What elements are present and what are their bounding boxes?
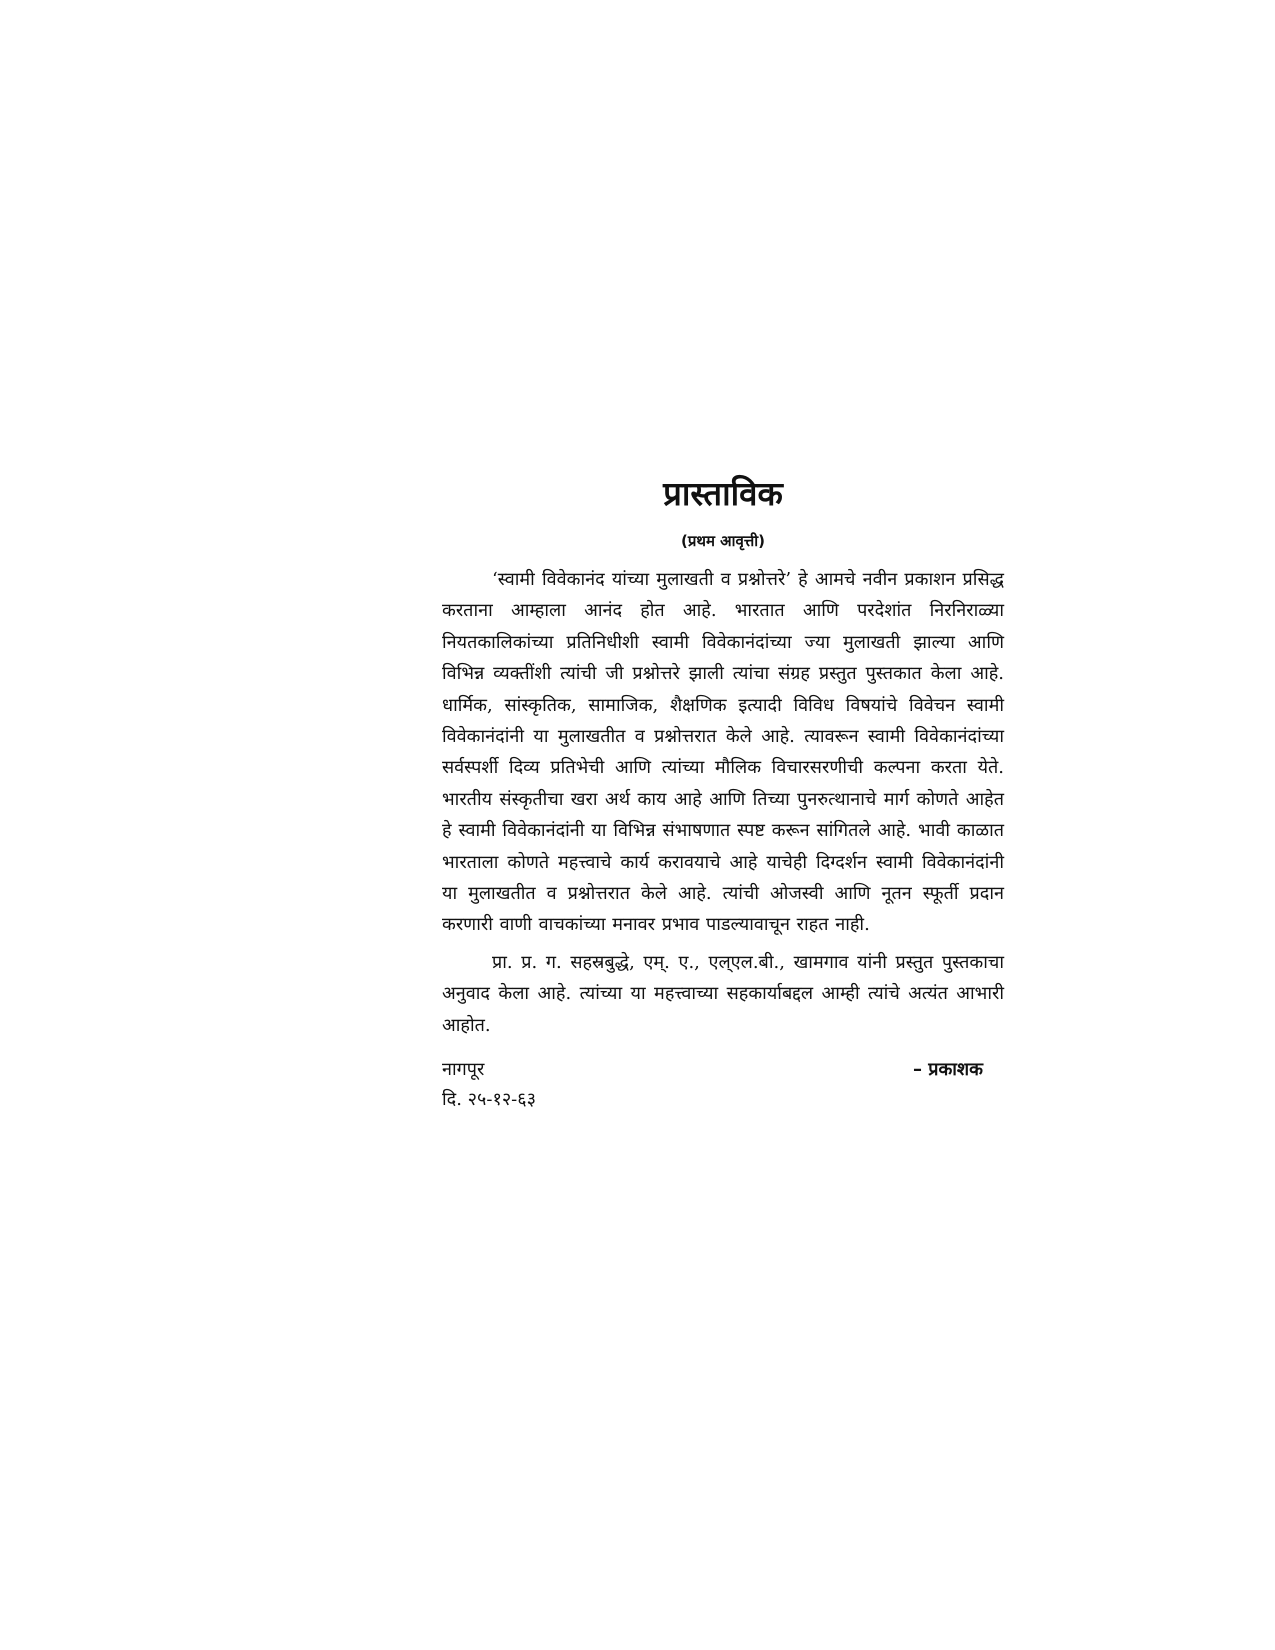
preface-footer xyxy=(442,1055,1004,1121)
preface-page xyxy=(442,472,1004,1121)
publisher-signature: – प्रकाशक xyxy=(912,1059,983,1081)
place-name: नागपूर xyxy=(442,1059,485,1081)
body-paragraph-2: प्रा. प्र. ग. सहस्रबुद्धे, एम्. ए., एल्एल.बी., खामगाव यांनी प्रस्तुत पुस्तकाचा अनुवाद केला आहे. त्यांच्या या महत्त्वाच्या सहकार्याबद्दल आम्ही त्यांचे अत्यंत आभारी आहोत. xyxy=(442,951,1004,1036)
page-title: प्रास्ताविक xyxy=(663,474,783,513)
edition-subtitle: (प्रथम आवृत्ती) xyxy=(681,532,765,550)
body-paragraph-1: ‘स्वामी विवेकानंद यांच्या मुलाखती व प्रश्नोत्तरे’ हे आमचे नवीन प्रकाशन प्रसिद्ध करताना आम्हाला आनंद होत आहे. भारतात आणि परदेशांत निरनिराळ्या नियतकालिकांच्या प्रतिनिधीशी स्वामी विवेकानंदांच्या ज्या मुलाखती झाल्या आणि विभिन्न व्यक्तींशी त्यांची जी प्रश्नोत्तरे झाली त्यांचा संग्रह प्रस्तुत पुस्तकात केला आहे. धार्मिक, सांस्कृतिक, सामाजिक, शैक्षणिक इत्यादी विविध विषयांचे विवेचन स्वामी विवेकानंदांनी या मुलाखतीत व प्रश्नोत्तरात केले आहे. त्यावरून स्वामी विवेकानंदांच्या सर्वस्पर्शी दिव्य प्रतिभेची आणि त्यांच्या मौलिक विचारसरणीची कल्पना करता येते. भारतीय संस्कृतीचा खरा अर्थ काय आहे आणि तिच्या पुनरुत्थानाचे मार्ग कोणते आहेत हे स्वामी विवेकानंदांनी या विभिन्न संभाषणात स्पष्ट करून सांगितले आहे. भावी काळात भारताला कोणते महत्त्वाचे कार्य करावयाचे आहे याचेही दिग्दर्शन स्वामी विवेकानंदांनी या मुलाखतीत व प्रश्नोत्तरात केले आहे. त्यांची ओजस्वी आणि नूतन स्फूर्ती प्रदान करणारी वाणी वाचकांच्या मनावर प्रभाव पाडल्यावाचून राहत नाही. xyxy=(442,569,1004,936)
place-date-block xyxy=(442,1055,536,1115)
date-text: दि. २५-१२-६३ xyxy=(442,1089,536,1111)
